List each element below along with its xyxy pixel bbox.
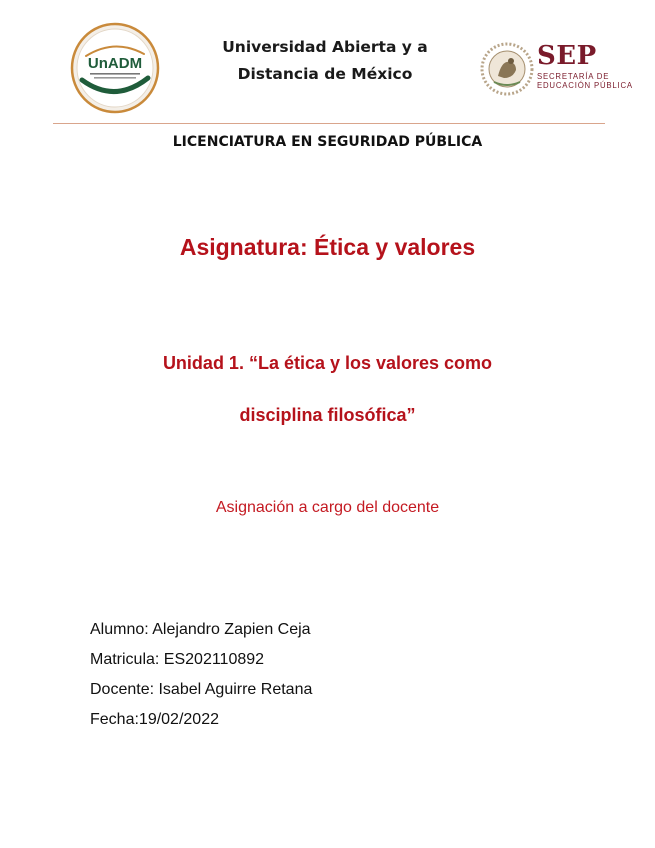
student-info <box>90 615 312 735</box>
sep-sub-line1: SECRETARÍA DE <box>537 72 610 81</box>
university-title <box>200 34 450 88</box>
sep-sub-line2: EDUCACIÓN PÚBLICA <box>537 81 633 90</box>
sep-wordmark <box>537 40 633 90</box>
university-title-line2: Distancia de México <box>237 65 413 83</box>
student-id: Matricula: ES202110892 <box>90 651 265 668</box>
sep-logo <box>480 40 640 102</box>
unit-title <box>90 337 565 441</box>
program-title: LICENCIATURA EN SEGURIDAD PÚBLICA <box>172 134 483 150</box>
unadm-logo-text: UnADM <box>87 55 143 72</box>
sep-logo-text: SEP <box>537 41 597 71</box>
unadm-logo <box>70 22 160 114</box>
unit-title-line2: disciplina filosófica” <box>239 405 416 425</box>
header-divider <box>53 123 605 124</box>
university-title-line1: Universidad Abierta y a <box>222 38 428 56</box>
unit-title-line1: Unidad 1. “La ética y los valores como <box>162 353 493 373</box>
coat-of-arms-icon <box>480 40 534 98</box>
document-header <box>0 0 655 124</box>
teacher-name: Docente: Isabel Aguirre Retana <box>90 681 313 698</box>
subject-title: Asignatura: Ética y valores <box>179 234 476 260</box>
date: Fecha:19/02/2022 <box>90 711 219 728</box>
student-name: Alumno: Alejandro Zapien Ceja <box>90 621 311 638</box>
assignment-label: Asignación a cargo del docente <box>215 499 440 516</box>
